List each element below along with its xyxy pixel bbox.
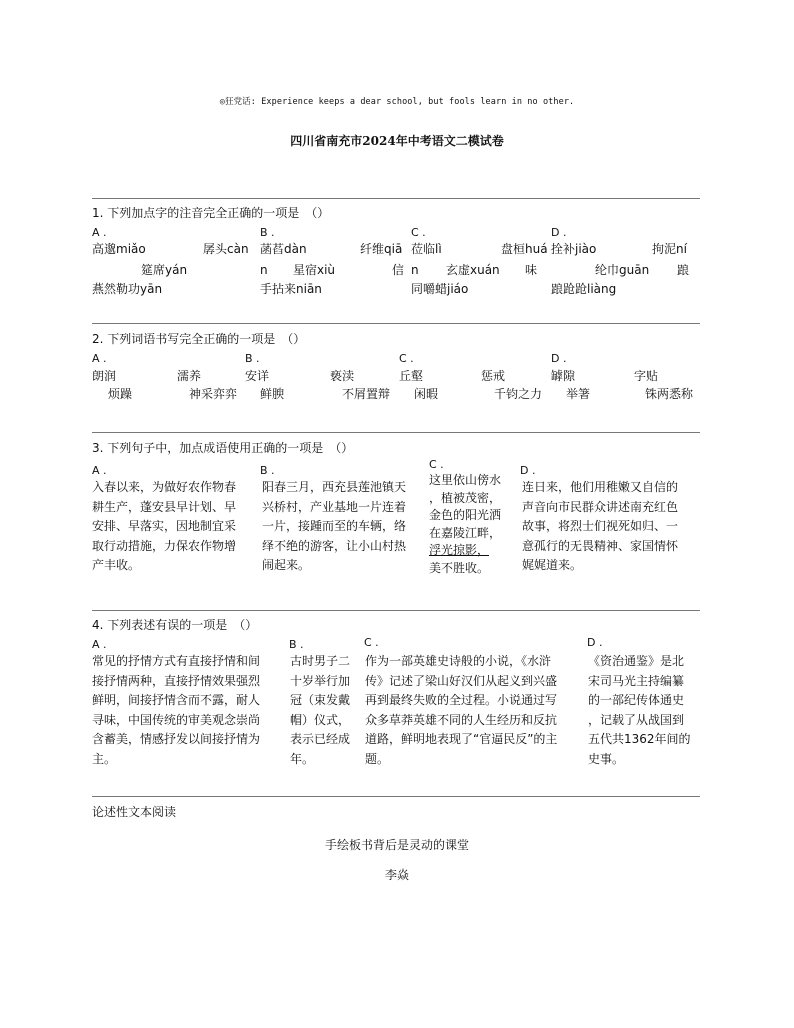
q1-word: 踉	[677, 263, 690, 277]
q2-word: 举箸	[566, 387, 591, 401]
q3-option-d-label[interactable]: D .	[520, 464, 536, 477]
q2-word: 朗润	[92, 369, 117, 383]
q4-option-b-label[interactable]: B .	[289, 638, 304, 651]
q2-word: 罅隙	[551, 369, 576, 383]
q1-word: 燕然勒功yān	[92, 282, 163, 296]
divider-q4	[92, 610, 700, 611]
q1-word: 星宿xiù	[293, 263, 336, 277]
q2-option-b-label[interactable]: B .	[245, 352, 260, 365]
q4-option-b-text: 古时男子二 十岁举行加 冠（束发戴 帽）仪式， 表示已经成 年。	[290, 654, 351, 766]
q2-word: 千钧之力	[494, 387, 543, 401]
exam-title: 四川省南充市2024年中考语文二模试卷	[290, 134, 504, 148]
q4-option-d-text: 《资治通鉴》是北 宋司马光主持编纂 的一部纪传体通史 ，记载了从战国到 五代共1362年间的 史事。	[588, 654, 691, 766]
q1-word: 菡萏dàn	[260, 242, 307, 256]
q2-option-c-label[interactable]: C .	[399, 352, 414, 365]
q4-option-a-label[interactable]: A .	[92, 638, 107, 651]
article-title: 手绘板书背后是灵动的课堂	[324, 838, 469, 852]
q2-word: 烦躁	[108, 387, 133, 401]
q1-word: 拴补jiào	[551, 242, 597, 256]
q2-word: 神采弈弈	[189, 387, 238, 401]
q1-word: 筵席yán	[141, 263, 188, 277]
q2-word: 安详	[245, 369, 270, 383]
header-motto: ◎狂党话: Experience keeps a dear school, but fools learn in no other.	[219, 97, 575, 107]
q1-word: 高邈miǎo	[92, 242, 146, 256]
q1-word: 同嚼蜡jiáo	[411, 282, 469, 296]
q1-word: 纶巾guān	[595, 263, 650, 277]
q3-option-d-text: 连日来，他们用稚嫩又自信的 声音向市民群众讲述南充红色 故事，将烈士们视死如归、一 意孤行的无畏精神、家国情怀 娓娓道来。	[522, 480, 679, 572]
q2-title: 2. 下列词语书写完全正确的一项是 （）	[92, 332, 306, 346]
q2-word: 不屑置辩	[342, 387, 391, 401]
q1-word: 莅临lì	[411, 242, 442, 256]
q1-word: 信	[392, 263, 405, 277]
q3-title: 3. 下列句子中，加点成语使用正确的一项是 （）	[92, 441, 354, 455]
q2-word: 闲暇	[414, 387, 439, 401]
q1-word: 味	[525, 263, 538, 277]
q2-word: 鲜腴	[260, 387, 285, 401]
q2-option-a-label[interactable]: A .	[92, 352, 107, 365]
q1-word: 玄虚xuán	[446, 263, 500, 277]
q4-option-c-label[interactable]: C .	[364, 636, 379, 649]
q1-word: 纤维qiā	[360, 242, 403, 256]
q3-option-b-text: 阳春三月，西充县莲池镇天 兴桥村，产业基地一片连着 一片，接踵而至的车辆，络 绎不绝的游客，让小山村热 闹起来。	[262, 480, 407, 572]
q1-option-c-label[interactable]: C .	[411, 226, 426, 239]
q1-word: 盘桓huá	[501, 242, 548, 256]
divider-reading	[92, 796, 700, 797]
q4-title: 4. 下列表述有误的一项是 （）	[92, 618, 258, 632]
q1-word: 孱头càn	[203, 242, 249, 256]
q1-word: 踉跄跄liàng	[551, 282, 617, 296]
q2-word: 铢两悉称	[645, 387, 694, 401]
q3-option-a-label[interactable]: A .	[92, 464, 107, 477]
divider-q3	[92, 432, 700, 433]
q2-option-d-label[interactable]: D .	[551, 352, 567, 365]
q4-option-d-label[interactable]: D .	[587, 636, 603, 649]
q2-word: 字贴	[634, 369, 659, 383]
q2-word: 濡养	[177, 369, 202, 383]
q2-word: 丘壑	[399, 369, 424, 383]
q1-word: n	[411, 263, 419, 277]
q1-word: 拘泥ní	[652, 242, 687, 256]
article-author: 李焱	[384, 868, 409, 882]
q1-option-b-label[interactable]: B .	[260, 226, 275, 239]
q3-option-c-text: 这里依山傍水 ，植被茂密， 金色的阳光洒 在嘉陵江畔， 浮光掠影， 美不胜收。	[429, 473, 502, 575]
q2-word: 亵渎	[330, 369, 355, 383]
section-heading: 论述性文本阅读	[92, 805, 177, 819]
q1-option-a-label[interactable]: A .	[92, 226, 107, 239]
q4-option-c-text: 作为一部英雄史诗般的小说，《水浒 传》记述了梁山好汉们从起义到兴盛 再到最终失败的全过程。小说通过写 众多草莽英雄不同的人生经历和反抗 道路，鲜明地表现了“官逼民反”的主 题。	[365, 654, 558, 766]
q1-option-d-label[interactable]: D .	[551, 226, 567, 239]
q1-word: n	[260, 263, 268, 277]
q3-option-b-label[interactable]: B .	[260, 464, 275, 477]
q1-word: 手拈来niān	[260, 282, 322, 296]
q4-option-a-text: 常见的抒情方式有直接抒情和间 接抒情两种，直接抒情效果强烈 鲜明，间接抒情含而不露，耐人 寻味，中国传统的审美观念崇尚 含蓄美，情感抒发以间接抒情为 主。	[92, 654, 261, 766]
q2-word: 惩戒	[481, 369, 506, 383]
divider-q2	[92, 323, 700, 324]
divider-q1	[92, 198, 700, 199]
q3-option-a-text: 入春以来，为做好农作物春 耕生产，蓬安县早计划、早 安排、早落实，因地制宜采 取行动措施，力保农作物增 产丰收。	[92, 480, 237, 572]
q3-option-c-label[interactable]: C .	[429, 458, 444, 471]
q1-title: 1. 下列加点字的注音完全正确的一项是 （）	[92, 206, 330, 220]
